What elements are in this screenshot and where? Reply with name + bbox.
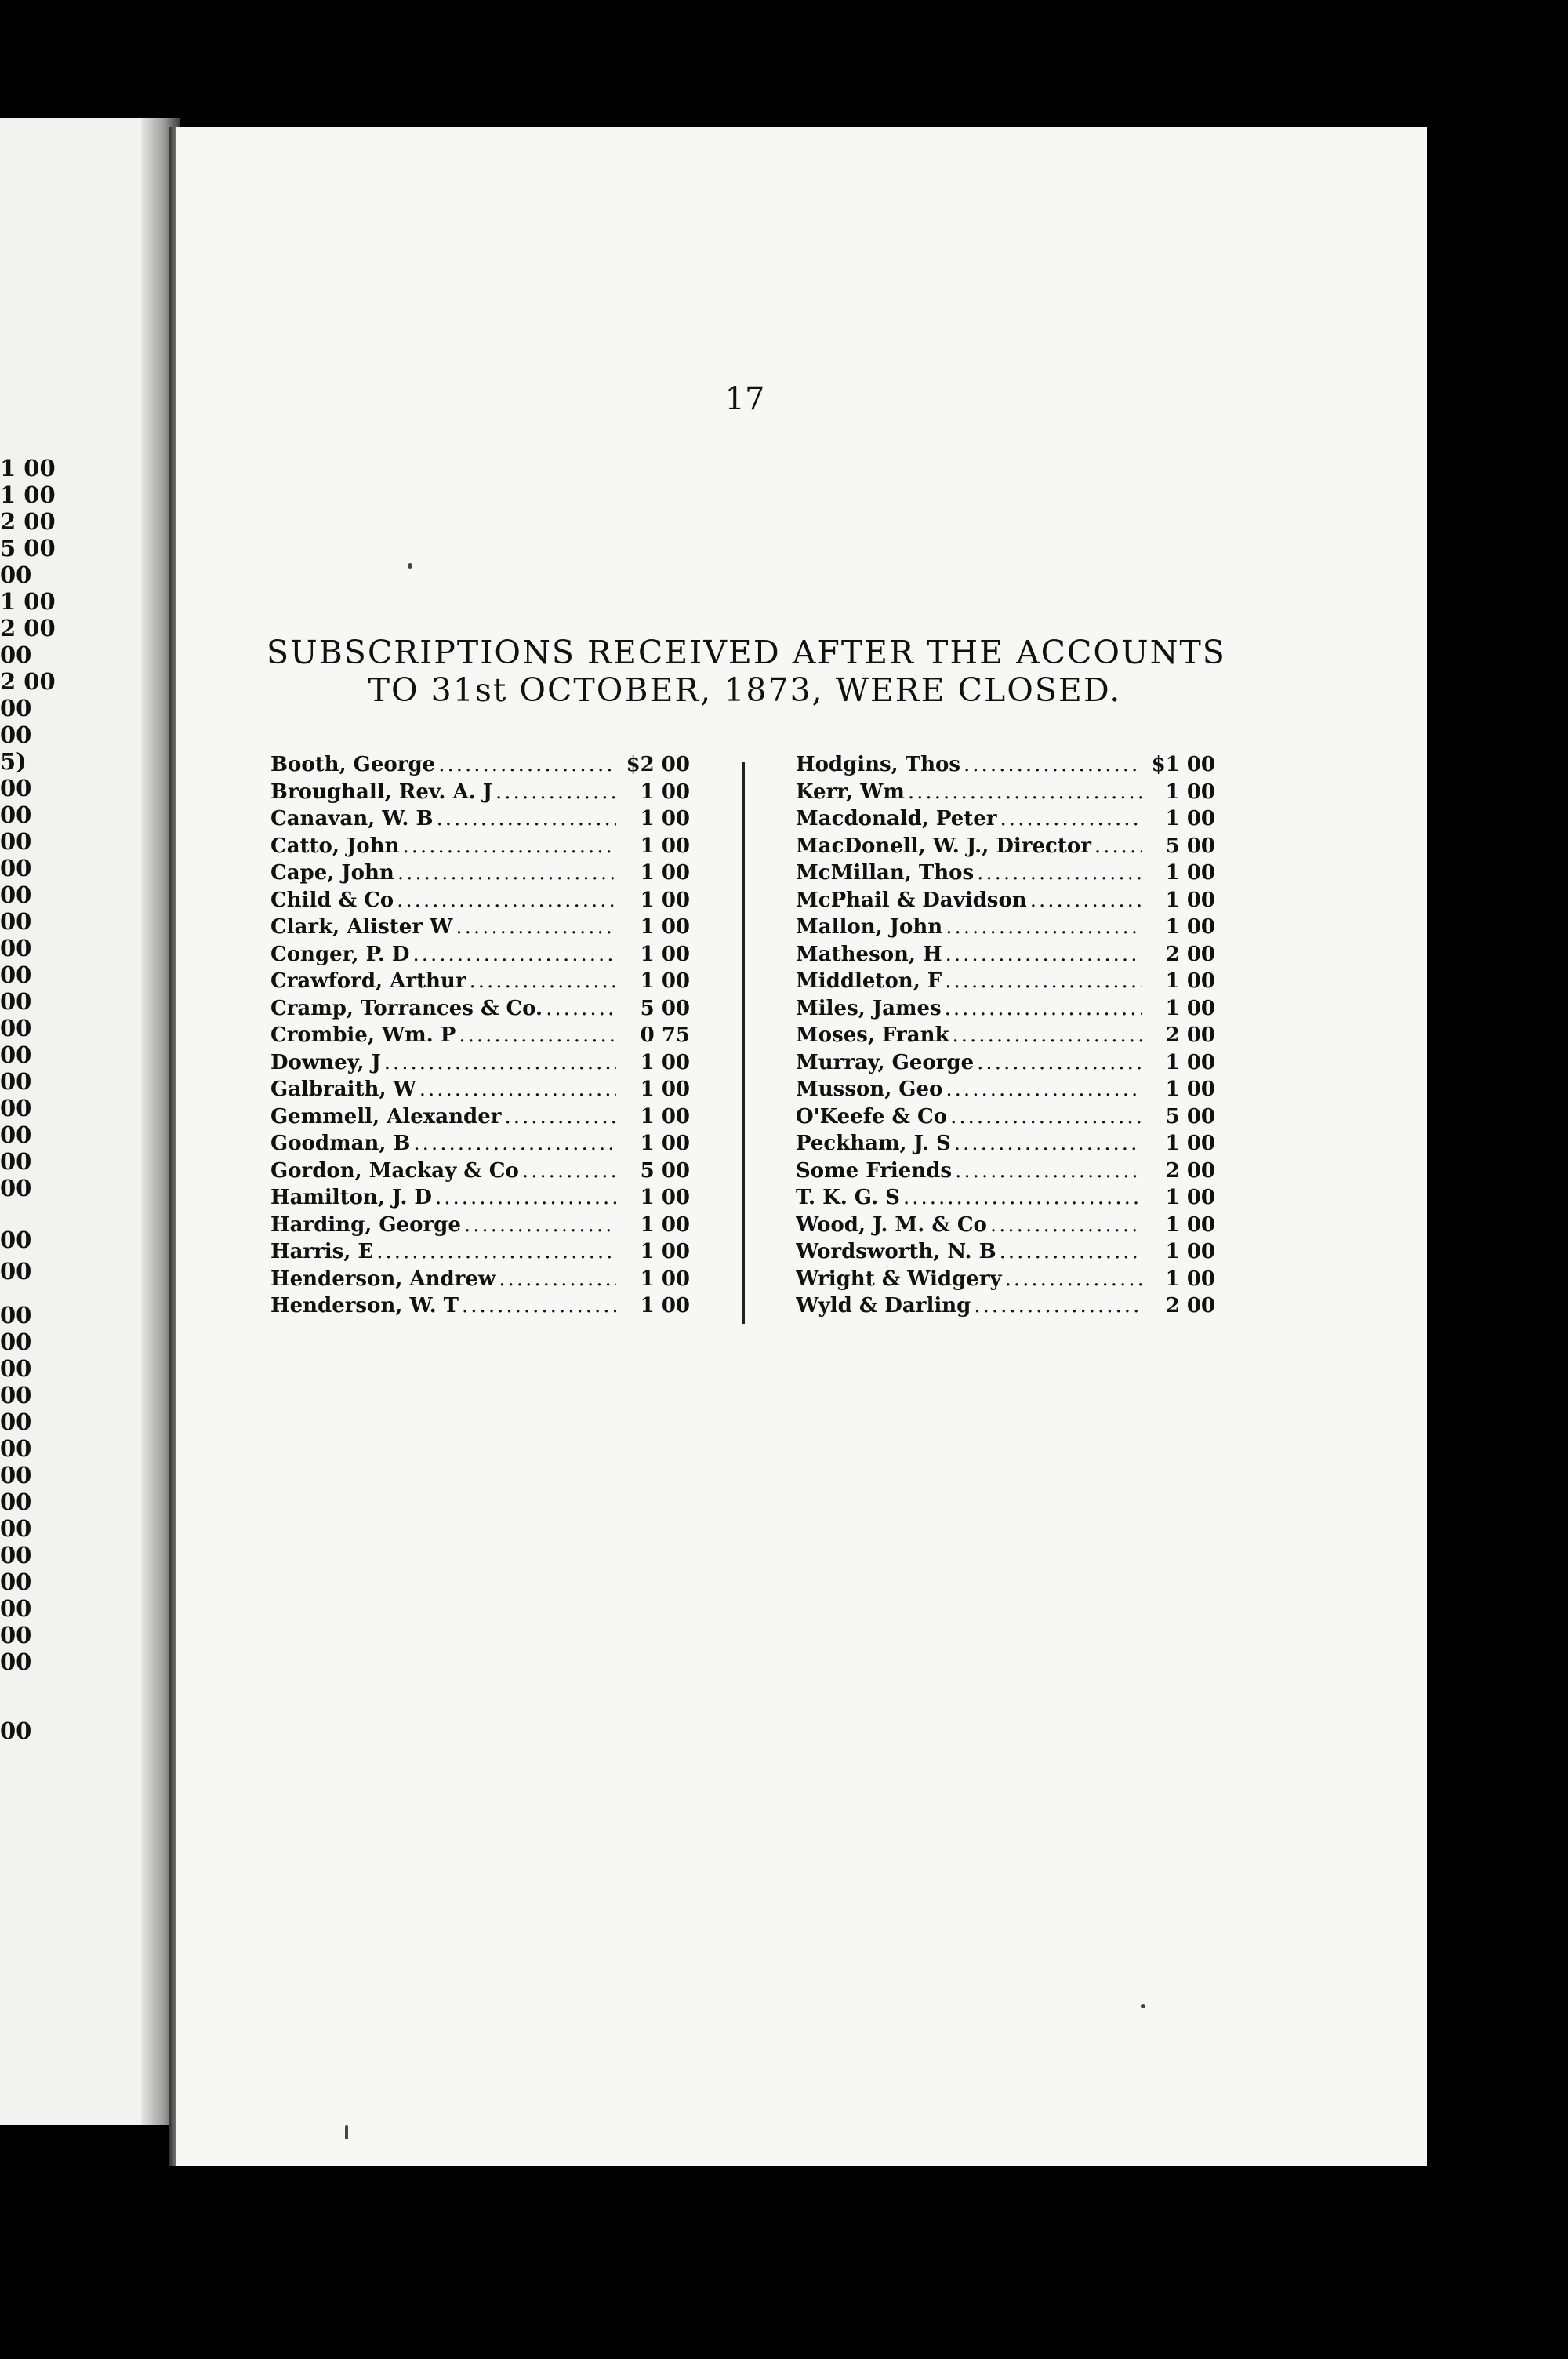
dot-leader <box>946 1076 1142 1103</box>
dot-leader <box>974 1292 1142 1320</box>
left-page-amount: 00 <box>0 1227 32 1253</box>
subscription-amount: 1 00 <box>1165 1050 1215 1074</box>
dot-leader <box>903 1184 1142 1212</box>
dot-leader <box>402 833 616 860</box>
left-page-amount: 00 <box>0 1408 32 1435</box>
subscription-amount: 1 00 <box>640 942 690 966</box>
subscriber-row <box>270 968 690 995</box>
subscriber-row <box>270 1130 690 1158</box>
subscription-amount: 1 00 <box>1165 1078 1215 1101</box>
subscription-amount: 5 00 <box>1165 1104 1215 1129</box>
subscriber-name: Galbraith, W <box>270 1078 416 1101</box>
subscription-amount: $2 00 <box>626 753 690 776</box>
left-page-amount: 5) <box>0 748 27 775</box>
dot-leader <box>946 941 1142 969</box>
dot-leader <box>419 1076 616 1103</box>
dot-leader <box>462 1292 616 1320</box>
subscriber-name: Catto, John <box>270 834 400 858</box>
dot-leader <box>1000 805 1142 833</box>
dot-leader <box>954 1130 1142 1158</box>
dot-leader <box>397 887 616 914</box>
subscriber-row <box>270 914 690 941</box>
subscriber-row <box>796 887 1215 914</box>
subscription-amount: 5 00 <box>640 996 690 1020</box>
left-page-amount: 00 <box>0 1068 32 1095</box>
left-page-amount: 00 <box>0 1095 32 1121</box>
print-speck <box>345 2125 348 2139</box>
heading-line-2: TO 31st OCTOBER, 1873, WERE CLOSED. <box>368 671 1122 709</box>
left-page-amount: 00 <box>0 1382 32 1408</box>
subscription-amount: 2 00 <box>1165 1158 1215 1183</box>
left-page-amount: 00 <box>0 961 32 988</box>
left-page-amount: 00 <box>0 1595 32 1622</box>
subscription-amount: 1 00 <box>1165 807 1215 831</box>
left-page-amount: 00 <box>0 1258 32 1285</box>
dot-leader <box>495 779 616 806</box>
subscriber-name: Musson, Geo <box>796 1078 943 1101</box>
left-page-amount: 2 00 <box>0 668 56 695</box>
subscriber-name: Canavan, W. B <box>270 807 434 831</box>
subscriber-name: Downey, J <box>270 1050 381 1074</box>
subscription-amount: 1 00 <box>640 1294 690 1318</box>
subscriber-row <box>796 833 1215 860</box>
dot-leader <box>376 1238 616 1266</box>
subscriber-row <box>796 941 1215 969</box>
subscriber-row <box>796 1184 1215 1212</box>
subscriber-name: Child & Co <box>270 888 394 912</box>
subscriber-name: Crombie, Wm. P <box>270 1023 456 1047</box>
subscription-amount: 1 00 <box>640 861 690 885</box>
dot-leader <box>964 751 1142 779</box>
subscription-amount: 1 00 <box>640 1104 690 1129</box>
subscriber-name: Miles, James <box>796 996 942 1020</box>
subscriber-name: Murray, George <box>796 1050 975 1074</box>
subscriber-name: Broughall, Rev. A. J <box>270 780 493 804</box>
subscriber-row <box>270 1212 690 1239</box>
left-page-amount: 00 <box>0 1355 32 1382</box>
dot-leader <box>977 860 1142 887</box>
left-page-amount: 00 <box>0 855 32 881</box>
subscription-amount: 1 00 <box>640 807 690 831</box>
subscriber-row <box>796 1292 1215 1320</box>
dot-leader <box>908 779 1142 806</box>
subscriber-name: Peckham, J. S <box>796 1132 951 1155</box>
dot-leader <box>436 805 616 833</box>
subscriber-row <box>270 833 690 860</box>
dot-leader <box>413 1130 616 1158</box>
subscriber-row <box>270 941 690 969</box>
dot-leader <box>946 914 1142 941</box>
left-page-amount: 00 <box>0 1435 32 1462</box>
subscription-amount: 1 00 <box>1165 780 1215 804</box>
subscriber-name: Harding, George <box>270 1212 461 1237</box>
subscription-amount: 1 00 <box>640 888 690 912</box>
left-page-amount: 00 <box>0 828 32 855</box>
subscriber-row <box>270 1292 690 1320</box>
print-speck <box>408 563 412 569</box>
dot-leader <box>1094 833 1142 860</box>
subscription-amount: 1 00 <box>1165 969 1215 993</box>
left-page-amount: 00 <box>0 1462 32 1488</box>
subscriber-name: McPhail & Davidson <box>796 888 1027 912</box>
subscriber-name: Wood, J. M. & Co <box>796 1212 987 1237</box>
subscriber-name: Conger, P. D <box>270 942 410 966</box>
subscriber-name: Moses, Frank <box>796 1023 949 1047</box>
subscriber-name: Hodgins, Thos <box>796 753 961 776</box>
left-page-amount: 2 00 <box>0 615 56 642</box>
heading-line-1: SUBSCRIPTIONS RECEIVED AFTER THE ACCOUNTS <box>267 634 1226 671</box>
subscription-amount: 1 00 <box>1165 888 1215 912</box>
subscription-amount: 1 00 <box>1165 1132 1215 1155</box>
left-page-amount: 5 00 <box>0 535 56 562</box>
left-page-amount: 00 <box>0 1175 32 1201</box>
left-page-amount: 00 <box>0 1717 32 1744</box>
subscription-amount: 2 00 <box>1165 1023 1215 1047</box>
subscription-amount: 1 00 <box>1165 1186 1215 1209</box>
subscriber-name: Henderson, Andrew <box>270 1267 496 1291</box>
left-page-amount: 00 <box>0 695 32 722</box>
dot-leader <box>504 1103 616 1131</box>
subscription-amount: 1 00 <box>1165 915 1215 939</box>
dot-leader <box>499 1266 616 1293</box>
dot-leader <box>945 995 1142 1023</box>
subscriber-name: Wyld & Darling <box>796 1294 971 1318</box>
subscriber-row <box>796 1158 1215 1185</box>
subscription-amount: 1 00 <box>640 915 690 939</box>
subscription-amount: 1 00 <box>1165 861 1215 885</box>
subscription-amount: 1 00 <box>640 780 690 804</box>
subscriber-row <box>270 1184 690 1212</box>
left-page-amount: 00 <box>0 988 32 1015</box>
subscriber-row <box>796 779 1215 806</box>
subscriber-row <box>796 751 1215 779</box>
left-page-amount: 00 <box>0 1148 32 1175</box>
subscription-amount: 1 00 <box>640 1267 690 1291</box>
subscription-amount: 1 00 <box>1165 996 1215 1020</box>
subscription-amount: 1 00 <box>1165 1212 1215 1237</box>
subscriber-row <box>796 995 1215 1023</box>
left-page-amount: 00 <box>0 1041 32 1068</box>
subscription-amount: 1 00 <box>640 834 690 858</box>
left-page-amount: 00 <box>0 881 32 908</box>
left-page-amount: 00 <box>0 1515 32 1542</box>
left-page-amount: 00 <box>0 1542 32 1568</box>
subscriber-name: MacDonell, W. J., Director <box>796 834 1091 858</box>
subscriber-name: Wright & Widgery <box>796 1267 1002 1291</box>
subscriber-name: Wordsworth, N. B <box>796 1240 996 1263</box>
dot-leader <box>522 1158 616 1185</box>
subscribers-left-column <box>270 751 690 1320</box>
left-page-amount: 00 <box>0 801 32 828</box>
left-page-amount: 00 <box>0 935 32 961</box>
subscriber-name: McMillan, Thos <box>796 861 975 885</box>
dot-leader <box>1005 1266 1142 1293</box>
subscriber-name: Kerr, Wm <box>796 780 905 804</box>
subscriber-name: Cramp, Torrances & Co. <box>270 996 543 1020</box>
subscribers-right-column <box>796 751 1215 1320</box>
subscription-amount: 1 00 <box>640 969 690 993</box>
left-page-amount: 00 <box>0 908 32 935</box>
dot-leader <box>1000 1238 1142 1266</box>
subscriber-row <box>270 751 690 779</box>
left-page-amount: 1 00 <box>0 482 56 508</box>
dot-leader <box>412 941 616 969</box>
subscriber-name: Henderson, W. T <box>270 1294 459 1318</box>
left-page-amount: 00 <box>0 1121 32 1148</box>
subscriber-name: O'Keefe & Co <box>796 1104 948 1129</box>
left-page-amount: 00 <box>0 642 32 668</box>
dot-leader <box>470 968 616 995</box>
subscriber-row <box>796 1212 1215 1239</box>
dot-leader <box>955 1158 1142 1185</box>
subscription-amount: 1 00 <box>640 1050 690 1074</box>
subscriber-row <box>796 1266 1215 1293</box>
column-divider <box>742 762 745 1324</box>
subscriber-row <box>270 1158 690 1185</box>
subscriber-row <box>270 1049 690 1077</box>
subscriber-row <box>796 1103 1215 1131</box>
left-page-amount: 00 <box>0 1015 32 1041</box>
left-page-amount: 00 <box>0 1329 32 1355</box>
subscriber-name: Hamilton, J. D <box>270 1186 432 1209</box>
page-number: 17 <box>724 381 765 417</box>
left-page-amount: 1 00 <box>0 588 56 615</box>
dot-leader <box>464 1212 616 1239</box>
subscriber-row <box>270 779 690 806</box>
dot-leader <box>397 860 616 887</box>
subscriber-name: Harris, E <box>270 1240 374 1263</box>
subscriber-row <box>270 860 690 887</box>
subscriber-name: Goodman, B <box>270 1132 411 1155</box>
subscriber-name: Clark, Alister W <box>270 915 453 939</box>
subscriber-row <box>270 1103 690 1131</box>
subscription-amount: 2 00 <box>1165 942 1215 966</box>
subscription-amount: $1 00 <box>1151 753 1215 776</box>
dot-leader <box>438 751 616 779</box>
subscription-amount: 5 00 <box>640 1158 690 1183</box>
left-page-amount: 00 <box>0 722 32 748</box>
subscriber-row <box>796 805 1215 833</box>
left-page-amount: 00 <box>0 1302 32 1329</box>
dot-leader <box>990 1212 1142 1239</box>
dot-leader <box>546 995 616 1023</box>
left-page-amount: 00 <box>0 562 32 588</box>
subscriber-name: Booth, George <box>270 753 436 776</box>
dot-leader <box>953 1022 1142 1049</box>
dot-leader <box>459 1022 616 1049</box>
subscriber-name: Mallon, John <box>796 915 943 939</box>
subscriber-row <box>270 1022 690 1049</box>
subscriber-row <box>270 1266 690 1293</box>
subscriber-row <box>270 805 690 833</box>
subscriber-name: Gordon, Mackay & Co <box>270 1158 519 1183</box>
print-speck <box>1141 2004 1145 2008</box>
subscriber-name: Matheson, H <box>796 942 942 966</box>
dot-leader <box>977 1049 1142 1077</box>
left-page-amount: 2 00 <box>0 508 56 535</box>
dot-leader <box>384 1049 616 1077</box>
subscriber-name: T. K. G. S <box>796 1186 900 1209</box>
subscription-amount: 0 75 <box>640 1023 690 1047</box>
dot-leader <box>456 914 616 941</box>
subscriber-name: Macdonald, Peter <box>796 807 997 831</box>
subscriber-row <box>796 1049 1215 1077</box>
subscriber-row <box>270 995 690 1023</box>
subscription-amount: 1 00 <box>640 1186 690 1209</box>
dot-leader <box>950 1103 1142 1131</box>
left-page-amount: 1 00 <box>0 455 56 482</box>
left-page-amount: 00 <box>0 1488 32 1515</box>
subscription-amount: 1 00 <box>1165 1240 1215 1263</box>
subscriber-row <box>796 1076 1215 1103</box>
subscriber-row <box>796 914 1215 941</box>
left-page-amount: 00 <box>0 1648 32 1675</box>
subscription-amount: 2 00 <box>1165 1294 1215 1318</box>
subscriber-name: Gemmell, Alexander <box>270 1104 502 1129</box>
subscription-amount: 1 00 <box>640 1078 690 1101</box>
subscriber-row <box>270 1076 690 1103</box>
subscription-amount: 1 00 <box>1165 1267 1215 1291</box>
subscriber-row <box>796 860 1215 887</box>
dot-leader <box>1030 887 1142 914</box>
subscriber-row <box>796 1022 1215 1049</box>
subscriber-row <box>270 1238 690 1266</box>
subscriber-row <box>796 1130 1215 1158</box>
subscriber-name: Cape, John <box>270 861 394 885</box>
subscriber-row <box>796 1238 1215 1266</box>
subscription-amount: 1 00 <box>640 1240 690 1263</box>
subscription-amount: 1 00 <box>640 1212 690 1237</box>
subscriber-row <box>270 887 690 914</box>
dot-leader <box>945 968 1142 995</box>
left-page-amount: 00 <box>0 775 32 801</box>
left-page-amount: 00 <box>0 1622 32 1648</box>
subscriber-row <box>796 968 1215 995</box>
subscriber-name: Middleton, F <box>796 969 942 993</box>
subscription-amount: 1 00 <box>640 1132 690 1155</box>
subscriber-name: Some Friends <box>796 1158 953 1183</box>
dot-leader <box>435 1184 616 1212</box>
left-page-amount: 00 <box>0 1568 32 1595</box>
subscriber-name: Crawford, Arthur <box>270 969 466 993</box>
subscription-amount: 5 00 <box>1165 834 1215 858</box>
